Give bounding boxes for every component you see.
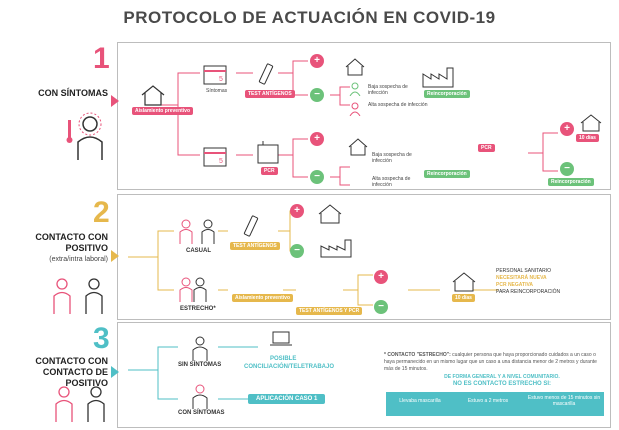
close-contact-icon	[178, 276, 218, 304]
staff-line3: PCR NEGATIVA	[496, 282, 534, 288]
antigen-test-icon	[240, 214, 262, 238]
contact-persons-icon	[44, 276, 110, 316]
house-icon	[452, 272, 476, 292]
negative-result: −	[310, 88, 324, 102]
section3-label-line2: CONTACTO DE POSITIVO	[42, 367, 108, 388]
page-title: PROTOCOLO DE ACTUACIÓN EN COVID-19	[123, 8, 496, 27]
pcr-test-icon	[255, 140, 281, 166]
section3-label-line1: CONTACTO CON	[35, 356, 108, 366]
test1-badge: TEST ANTÍGENOS	[230, 242, 280, 250]
con-sintomas-label: CON SÍNTOMAS	[178, 410, 225, 416]
positive-result: +	[310, 132, 324, 146]
negative-result: −	[310, 170, 324, 184]
section1-number: 1	[93, 42, 110, 75]
posible-label: POSIBLE	[270, 356, 297, 362]
person-icon	[348, 82, 362, 96]
bottom-test-badge: PCR	[261, 167, 278, 175]
house-icon	[580, 114, 602, 132]
section3-flow	[118, 323, 378, 425]
section2-sub: (extra/intra laboral)	[49, 256, 108, 263]
condition-mask: Llevaba mascarilla	[399, 398, 441, 404]
positive-result: +	[310, 54, 324, 68]
condition-time: Estuvo menos de 15 minutos sin mascarilla	[527, 395, 601, 407]
staff-line2: NECESITARÁ NUEVA	[496, 275, 547, 281]
section1-label: CON SÍNTOMAS	[38, 88, 108, 98]
casual-contact-icon	[178, 218, 218, 246]
isolation-badge: Aislamiento preventivo	[132, 107, 193, 115]
staff-line4: PARA REINCORPORACIÓN	[496, 289, 561, 295]
top-reinc-badge: Reincorporación	[424, 90, 470, 98]
section2-number: 2	[93, 196, 110, 229]
condition-distance: Estuvo a 2 metros	[467, 398, 509, 404]
reinc2-badge: Reincorporación	[548, 178, 594, 186]
isolation-badge: Aislamiento preventivo	[232, 294, 293, 302]
svg-text:5: 5	[219, 76, 223, 83]
top-low-label: Baja sospecha de infección	[368, 84, 408, 96]
negative-result: −	[290, 244, 304, 258]
estrecho-label: ESTRECHO*	[180, 306, 216, 312]
section3-number: 3	[93, 322, 110, 355]
note-line2: DE FORMA GENERAL Y A NIVEL COMUNITARIO.	[444, 374, 560, 380]
bottom-reinc-badge: Reincorporación	[424, 170, 470, 178]
estrecho-note	[384, 352, 604, 373]
test2-badge: TEST ANTÍGENOS Y PCR	[296, 307, 362, 315]
conciliacion-label: CONCILIACIÓN/TELETRABAJO	[244, 364, 334, 370]
positive-result: +	[290, 204, 304, 218]
calendar-icon	[202, 63, 228, 85]
laptop-icon	[270, 330, 292, 348]
contact-persons-icon	[46, 384, 112, 424]
bottom-high-label: Alta sospecha de infección	[372, 176, 411, 188]
negative-result: −	[560, 162, 574, 176]
factory-icon	[422, 66, 458, 88]
negative-result: −	[374, 300, 388, 314]
svg-text:5: 5	[219, 158, 223, 165]
bottom-low-label: Baja sospecha de infección	[372, 152, 412, 164]
note-head: * CONTACTO "ESTRECHO":	[384, 352, 451, 358]
person-icon	[190, 336, 210, 362]
symptomatic-person-icon	[62, 112, 110, 162]
person-icon	[348, 102, 362, 116]
antigen-test-icon	[255, 62, 277, 86]
days-badge: 10 días	[452, 294, 475, 302]
house-icon	[140, 84, 166, 106]
positive-result: +	[374, 270, 388, 284]
sin-sintomas-label: SIN SÍNTOMAS	[178, 362, 222, 368]
house-icon	[318, 204, 342, 224]
pcr2-badge: PCR	[478, 144, 495, 152]
section2-label-line1: CONTACTO CON	[35, 232, 108, 242]
section2-label-line2: POSITIVO	[65, 243, 108, 253]
days-badge: 10 días	[576, 134, 599, 142]
casual-label: CASUAL	[186, 248, 211, 254]
top-test-badge: TEST ANTÍGENOS	[245, 90, 295, 98]
top-high-label: Alta sospecha de infección	[368, 102, 428, 108]
calendar-icon	[202, 145, 228, 167]
factory-icon	[320, 238, 354, 258]
staff-note	[496, 268, 560, 296]
note-body: cualquier persona que haya proporcionado cuidados a un caso o haya permanecido en un mismo lugar que un caso a una distancia menor de 2 metros y durante más de 15 minutos.	[384, 352, 597, 372]
note-line3: NO ES CONTACTO ESTRECHO SI:	[452, 381, 552, 387]
staff-line1: PERSONAL SANITARIO	[496, 268, 552, 274]
top-days-label: Síntomas	[206, 88, 228, 94]
house-icon	[345, 58, 365, 76]
person-icon	[190, 384, 210, 410]
house-icon	[348, 138, 368, 156]
positive-result: +	[560, 122, 574, 136]
caso1-badge: APLICACIÓN CASO 1	[248, 394, 325, 404]
